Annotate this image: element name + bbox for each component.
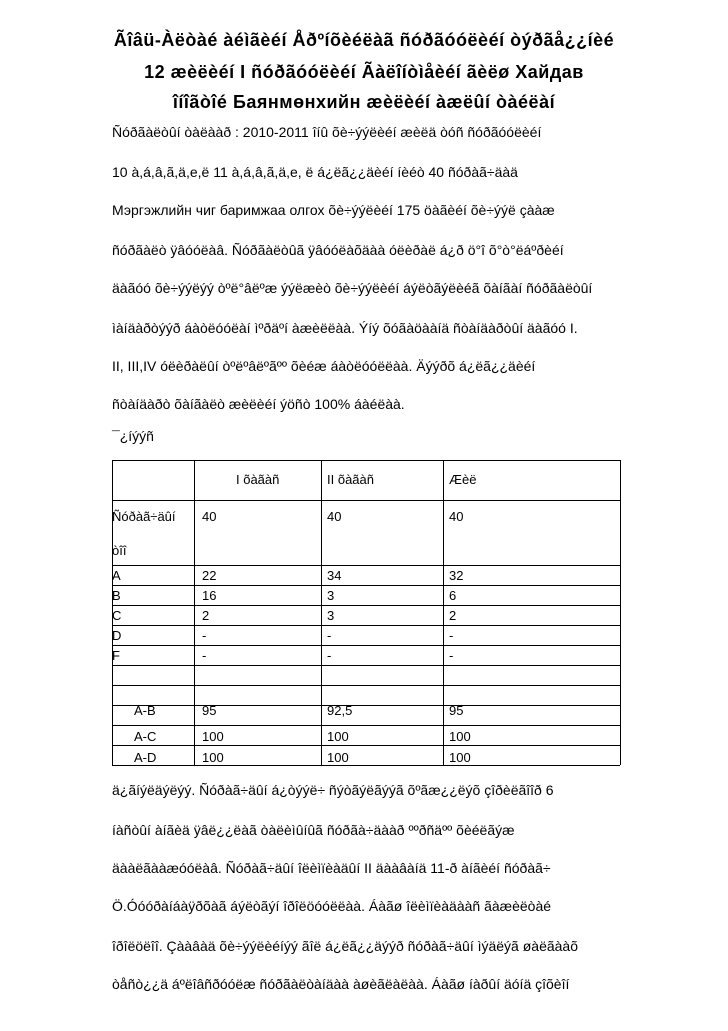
table-cell: 2: [202, 608, 210, 623]
table-cell: 6: [449, 588, 457, 603]
table-cell: 95: [202, 703, 217, 718]
table-cell: A: [112, 568, 121, 583]
table-cell: 92,5: [327, 703, 353, 718]
table-cell: A-C: [134, 729, 157, 744]
table-cell: B: [112, 588, 121, 603]
table-cell: 100: [327, 729, 349, 744]
table-cell: -: [449, 648, 454, 663]
paragraph-line: ä¿ãíýëäýëýý. Ñóðàã÷äûí á¿òýýë÷ ñýòãýëãýýã õºãæ¿¿ëýõ çîðèëãîîð 6: [112, 782, 554, 798]
table-cell: -: [449, 628, 454, 643]
paragraph-line: ìàíäàðòýýð áàòëóóëàí ìºðäºí àæèëëàà. Ýíý õóãàöààíä ñòàíäàðòûí äàãóó I.: [112, 320, 578, 336]
table-cell: 100: [202, 729, 224, 744]
table-rule: [112, 705, 620, 706]
table-rule: [112, 725, 620, 726]
table-rule: [194, 460, 195, 765]
table-rule: [321, 460, 322, 765]
table-rule: [112, 585, 620, 586]
table-rule: [443, 460, 444, 765]
table-rule: [112, 765, 620, 766]
table-rule: [112, 625, 620, 626]
table-cell: òîî: [112, 543, 127, 558]
paragraph-line: äàãóó õè÷ýýëýý òºë°âëºæ ýýëæèò õè÷ýýëèéí áýëòãýëèéã õàíãàí ñóðãàëòûí: [112, 280, 593, 296]
table-cell: F: [112, 648, 120, 663]
table-cell: 32: [449, 568, 464, 583]
paragraph-line: äààëãààæóóëàâ. Ñóðàã÷äûí îëèìïèàäûí II äààâàíä 11-ð àíãèéí ñóðàã÷: [112, 860, 551, 876]
table-cell: 22: [202, 568, 217, 583]
table-cell: 40: [202, 509, 217, 524]
table-cell: -: [327, 628, 332, 643]
paragraph-line: 10 à,á,â,ã,ä,e,ë 11 à,á,â,ã,ä,e, ë á¿ëã¿¿äèéí íèéò 40 ñóðàã÷äàä: [112, 164, 518, 180]
table-rule: [112, 500, 620, 501]
table-rule: [112, 460, 620, 461]
table-cell: 100: [202, 750, 224, 765]
table-rule: [112, 665, 620, 666]
table-rule: [112, 565, 620, 566]
table-cell: A-B: [134, 703, 156, 718]
table-rule: [112, 605, 620, 606]
table-cell: 95: [449, 703, 464, 718]
table-cell: A-D: [134, 750, 157, 765]
table-cell: Ñóðàã÷äûí: [112, 509, 176, 524]
table-header-cell: Æèë: [449, 472, 477, 487]
table-cell: C: [112, 608, 122, 623]
table-cell: -: [202, 628, 207, 643]
table-cell: 40: [327, 509, 342, 524]
paragraph-line: òåñò¿¿ä áºëîâñðóóëæ ñóðãàëòàíäàà àøèãëàëàà. Áàãø íàðûí äóíä çîõèîí: [112, 976, 570, 992]
table-cell: 3: [327, 588, 335, 603]
paragraph-line: II, III,IV óëèðàëûí òºëºâëºãºº õèéæ áàòëóóëëàà. Äýýðõ á¿ëã¿¿äèéí: [112, 358, 536, 374]
table-rule: [620, 460, 621, 765]
table-cell: 100: [327, 750, 349, 765]
title-line-2: 12 æèëèéí I ñóðãóóëèéí Ãàëîíòìåèéí ãèëø Хайдав: [144, 62, 584, 82]
table-rule: [112, 685, 620, 686]
table-rule: [112, 745, 620, 746]
table-cell: 40: [449, 509, 464, 524]
paragraph-line: îðîëöëîî. Çààâàä õè÷ýýëèéíýý ãîë á¿ëã¿¿äýýð ñóðàã÷äûí ìýäëýã øàëãààõ: [112, 938, 579, 954]
table-header-cell: I õàãàñ: [236, 472, 280, 487]
table-rule: [112, 645, 620, 646]
table-header-cell: II õàãàñ: [327, 472, 374, 487]
paragraph-line: Ñóðãàëòûí òàëààð : 2010-2011 îíû õè÷ýýëèéí æèëä òóñ ñóðãóóëèéí: [112, 124, 542, 140]
table-cell: -: [327, 648, 332, 663]
table-cell: 34: [327, 568, 342, 583]
paragraph-line: ñóðãàëò ÿâóóëàâ. Ñóðãàëòûã ÿâóóëàõäàà óëèðàë á¿ð ö°î õ°ò°ëáºðèéí: [112, 242, 564, 258]
table-cell: 2: [449, 608, 457, 623]
paragraph-line: ñòàíäàðò õàíãàëò æèëèéí ýöñò 100% áàéëàà.: [112, 396, 405, 412]
table-cell: D: [112, 628, 122, 643]
section-label: ¯¿íýýñ: [112, 428, 154, 444]
table-cell: 100: [449, 750, 471, 765]
paragraph-line: íàñòûí àíãèä ÿâë¿¿ëàã òàëèìûíûã ñóðãà÷äààð ººðñäºº õèéëãýæ: [112, 822, 515, 838]
table-cell: 3: [327, 608, 335, 623]
table-cell: 100: [449, 729, 471, 744]
title-line-3: îíîãòîé Баянмөнхийн æèëèéí àæëûí òàéëàí: [172, 92, 556, 112]
table-cell: 16: [202, 588, 217, 603]
table-cell: -: [202, 648, 207, 663]
title-line-1: Ãîâü-Àëòàé àéìãèéí Åðºíõèéëàã ñóðãóóëèéí òýðãå¿¿íèé: [113, 30, 615, 50]
paragraph-line: Мэргэжлийн чиг баримжаа олгох õè÷ýýëèéí 175 öàãèéí õè÷ýýë çààæ: [112, 202, 555, 218]
paragraph-line: Ö.Óóóðàíáàÿðõàã áýëòãýí îðîëöóóëëàà. Áàãø îëèìïèàäààñ ãàæèëòàé: [112, 898, 552, 914]
